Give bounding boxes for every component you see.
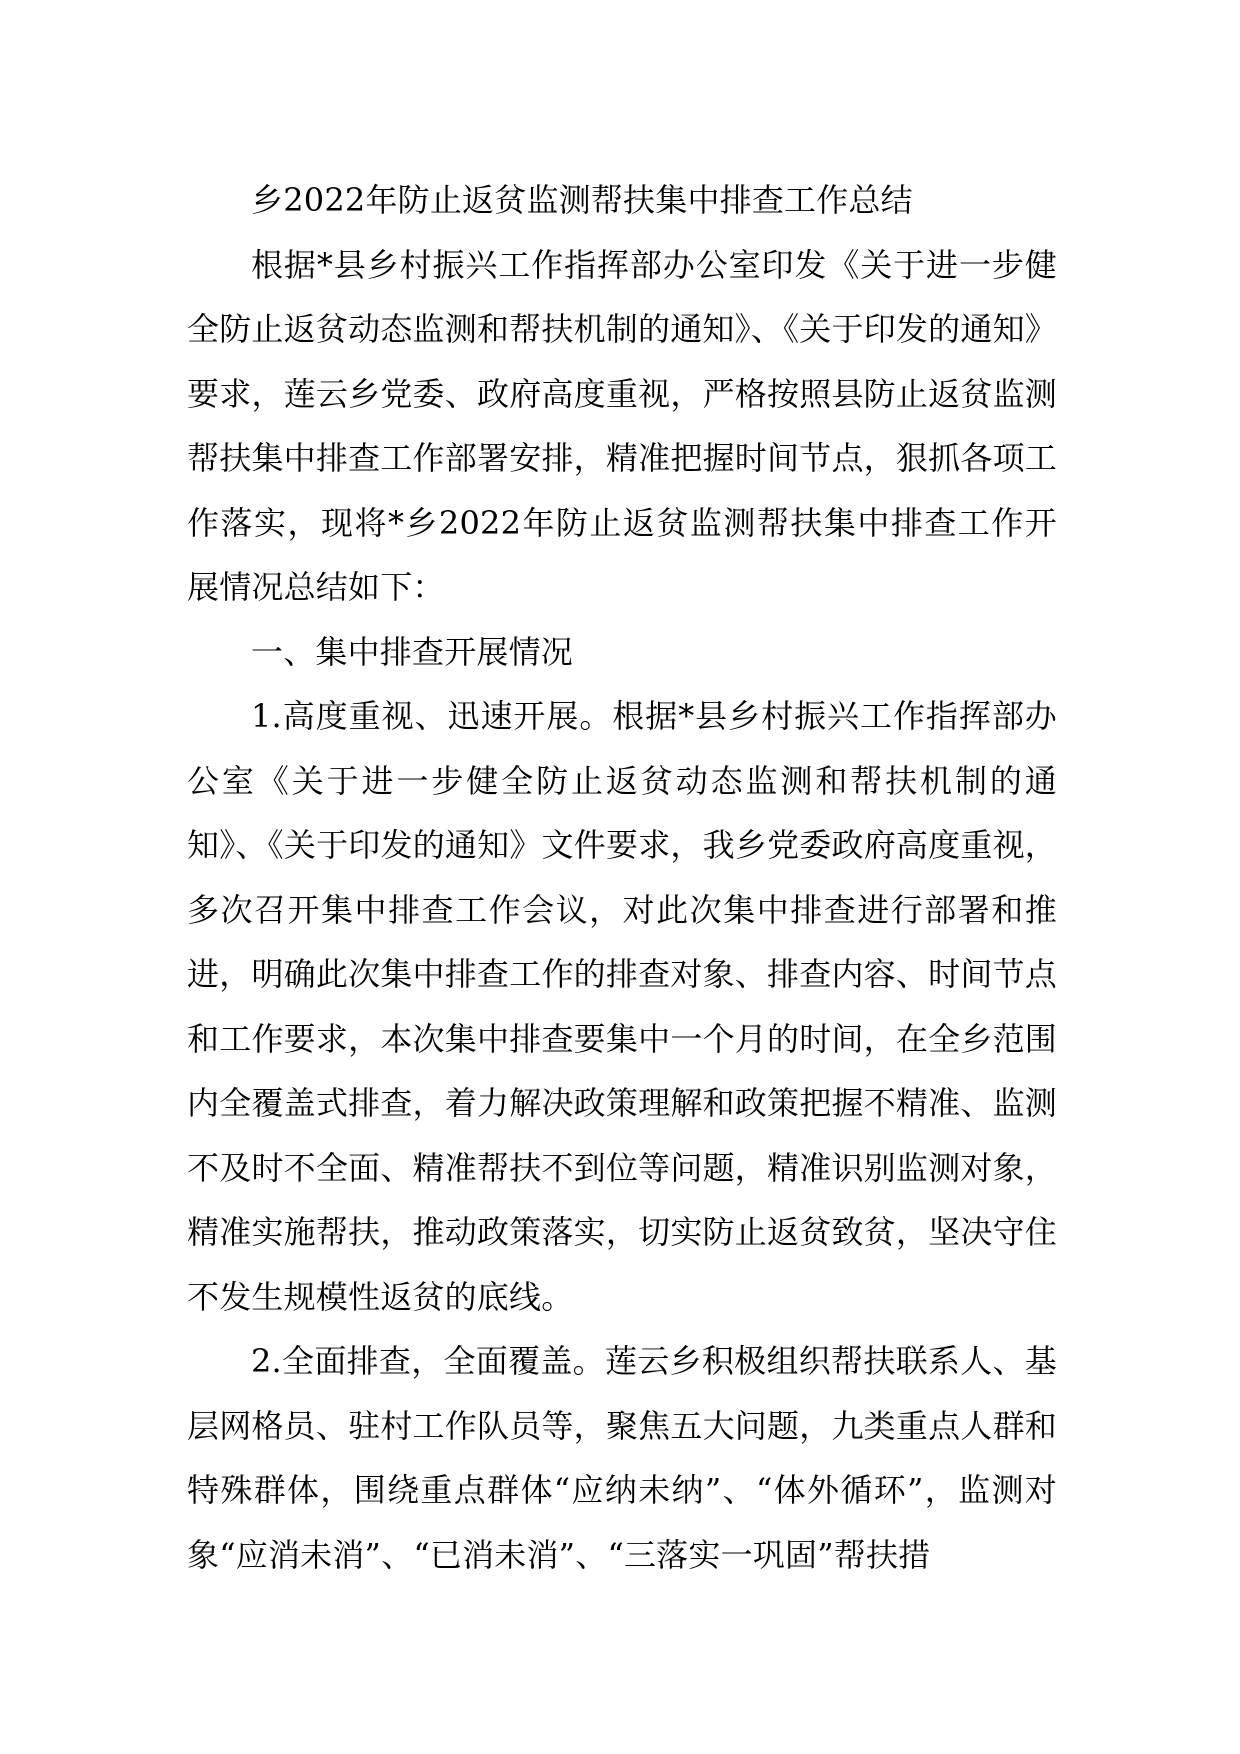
document-body xyxy=(187,168,1057,1587)
section-heading: 一、集中排查开展情况 xyxy=(251,632,574,671)
section-item-2: 2.全面排查，全面覆盖。莲云乡积极组织帮扶联系人、基层网格员、驻村工作队员等，聚焦五大问题，九类重点人群和特殊群体，围绕重点群体“应纳未纳”、“体外循环”，监测对象“应消未消”、“已消未消”、“三落实一巩固”帮扶措 xyxy=(187,1342,1057,1574)
intro-paragraph: 根据*县乡村振兴工作指挥部办公室印发《关于进一步健全防止返贫动态监测和帮扶机制的通知》、《关于印发的通知》要求，莲云乡党委、政府高度重视，严格按照县防止返贫监测帮扶集中排查工作部署安排，精准把握时间节点，狠抓各项工作落实，现将*乡2022年防止返贫监测帮扶集中排查工作开展情况总结如下： xyxy=(187,245,1057,606)
section-item-1: 1.高度重视、迅速开展。根据*县乡村振兴工作指挥部办公室《关于进一步健全防止返贫动态监测和帮扶机制的通知》、《关于印发的通知》文件要求，我乡党委政府高度重视，多次召开集中排查工作会议，对此次集中排查进行部署和推进，明确此次集中排查工作的排查对象、排查内容、时间节点和工作要求，本次集中排查要集中一个月的时间，在全乡范围内全覆盖式排查，着力解决政策理解和政策把握不精准、监测不及时不全面、精准帮扶不到位等问题，精准识别监测对象，精准实施帮扶，推动政策落实，切实防止返贫致贫，坚决守住不发生规模性返贫的底线。 xyxy=(187,697,1057,1316)
document-title: 乡2022年防止返贫监测帮扶集中排查工作总结 xyxy=(251,181,913,219)
